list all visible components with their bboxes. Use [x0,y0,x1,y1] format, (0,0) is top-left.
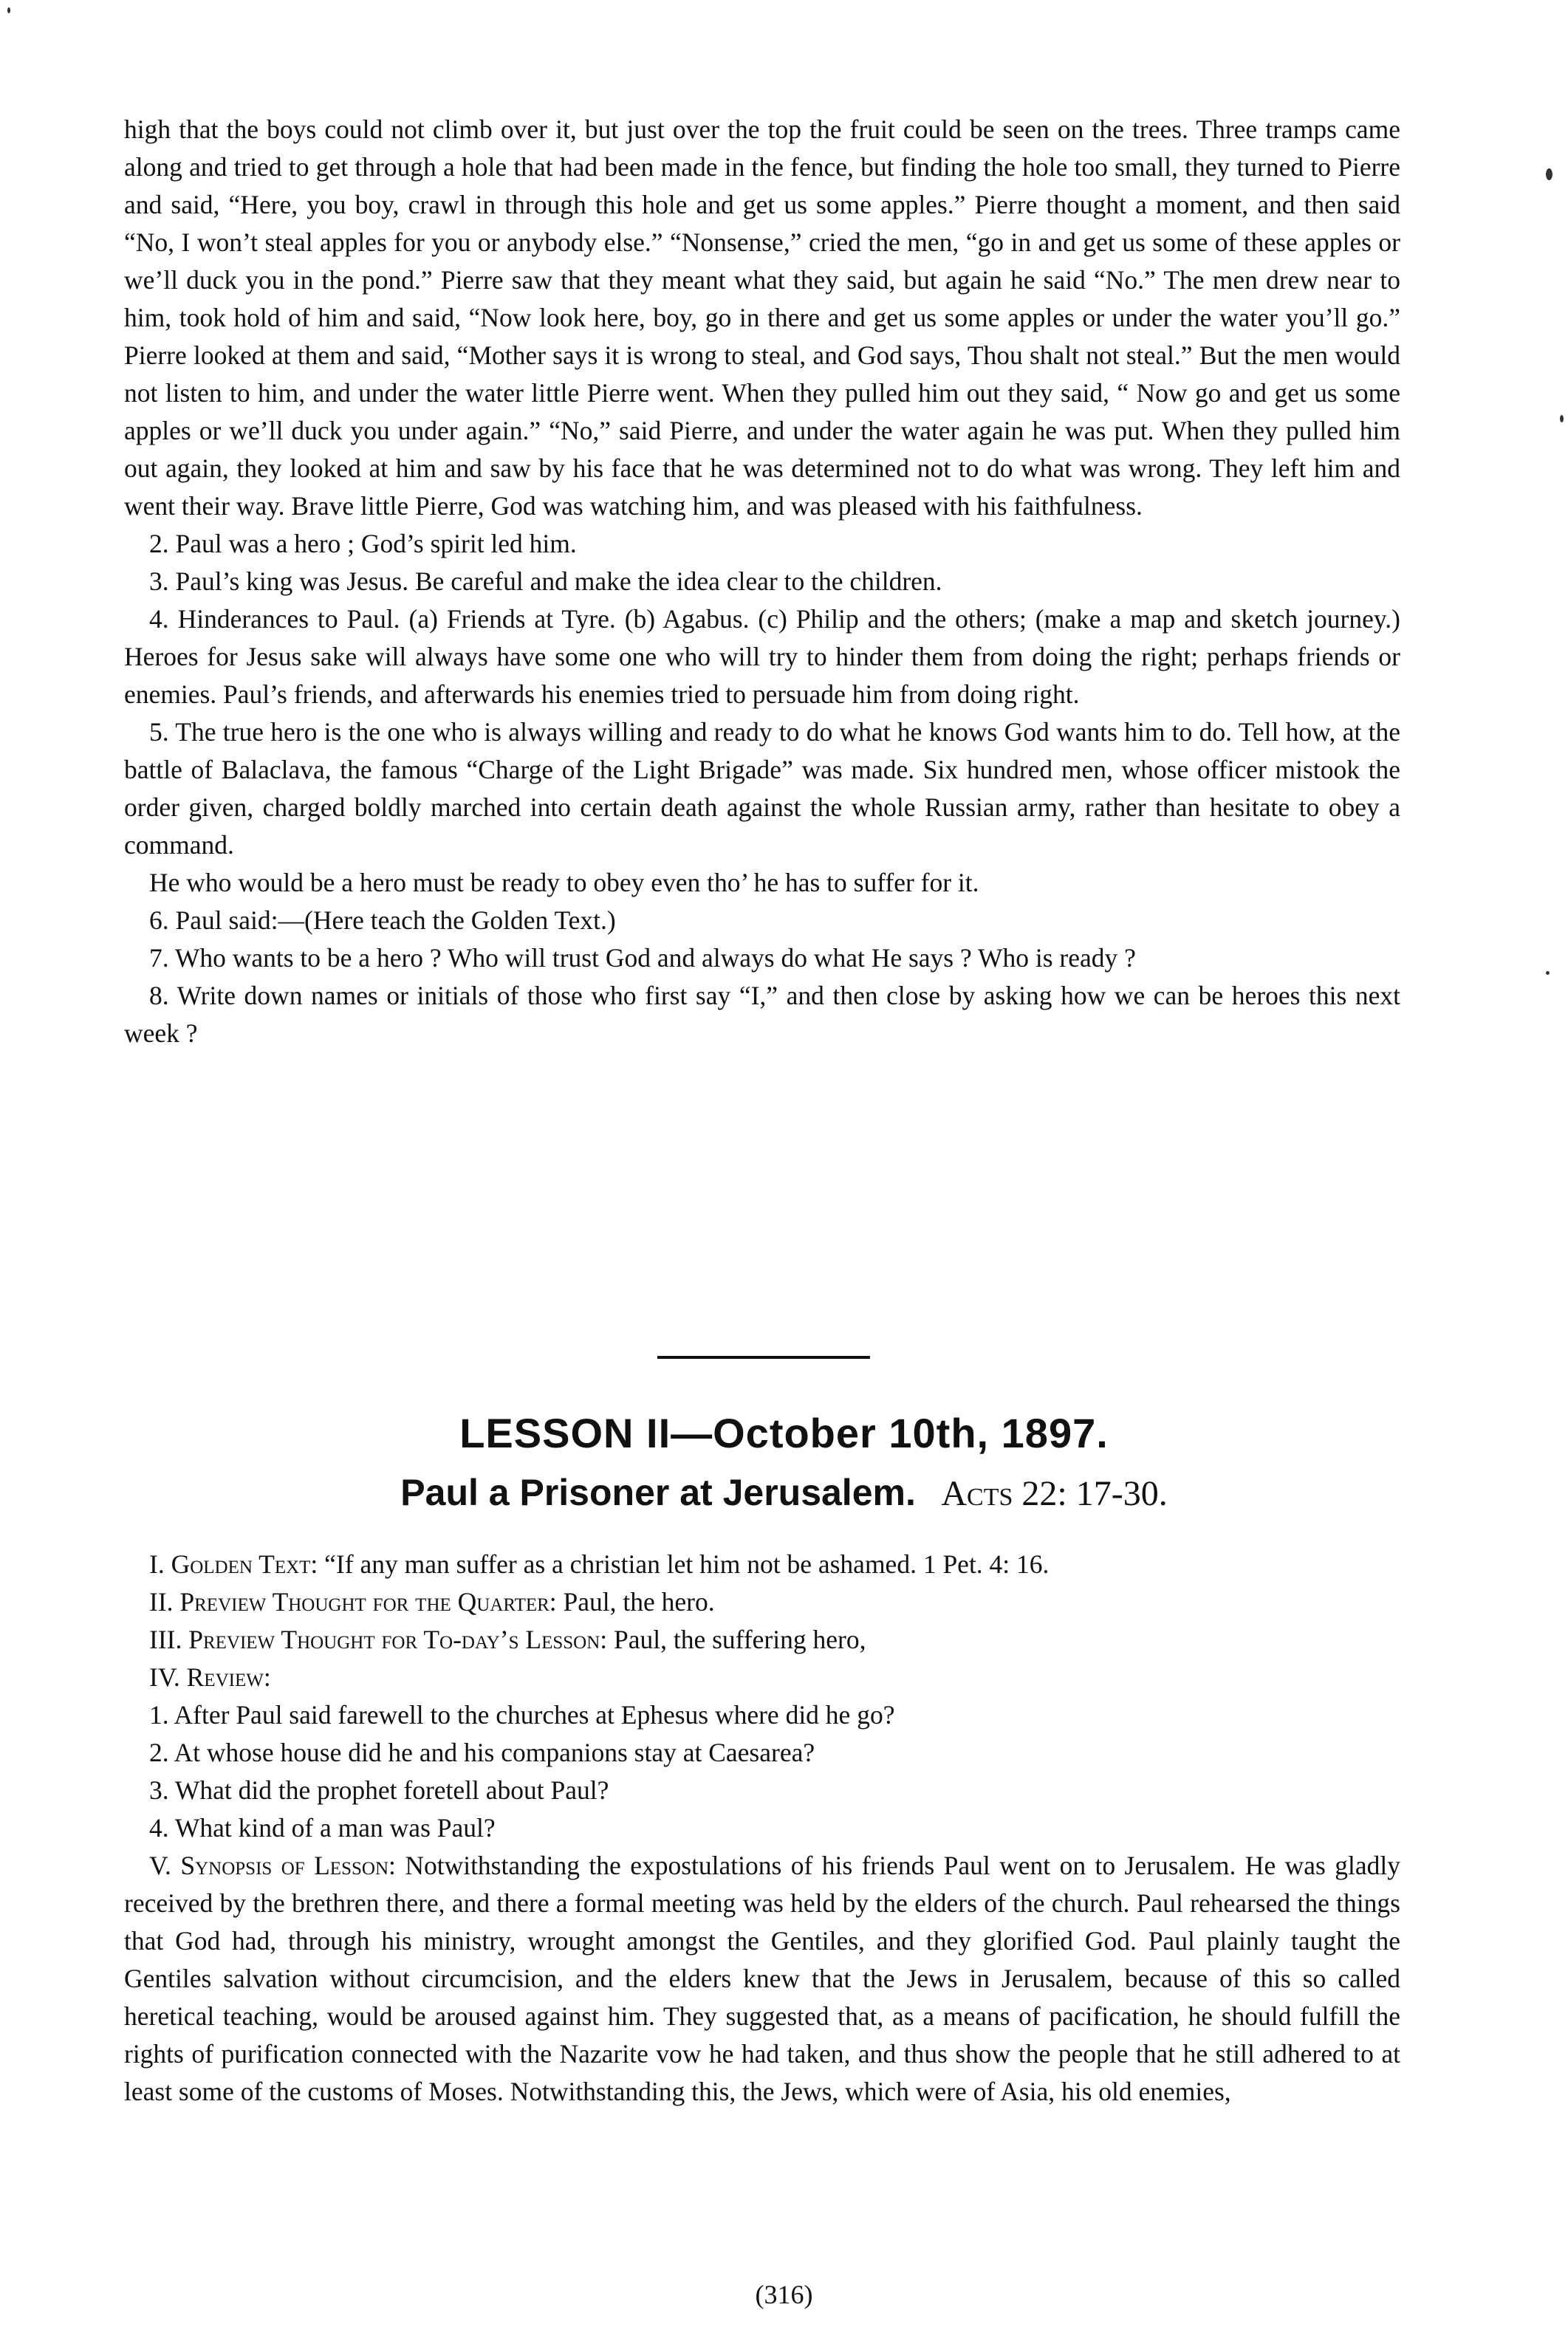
scan-speck [1546,971,1550,975]
synopsis [124,1847,1400,2111]
golden-text [124,1546,1400,1583]
synopsis-label: V. Synopsis of Lesson: [149,1851,396,1880]
pierre-story-paragraph: high that the boys could not climb over it, but just over the top the fruit could be seen on the trees. Three tramps came along and tried to get through a hole that had been made in the fence, but finding the hole too small, they turned to Pierre and said, “Here, you boy, crawl in through this hole and get us some apples.” Pierre thought a moment, and then said “No, I won’t steal apples for you or anybody else.” “Nonsense,” cried the men, “go in and get us some of these apples or we’ll duck you in the pond.” Pierre saw that they meant what they said, but again he said “No.” The men drew near to him, took hold of him and said, “Now look here, boy, go in there and get us some apples or under the water you’ll go.” Pierre looked at them and said, “Mother says it is wrong to steal, and God says, Thou shalt not steal.” But the men would not listen to him, and under the water little Pierre went. When they pulled him out they said, “ Now go and get us some apples or we’ll duck you under again.” “No,” said Pierre, and under the water again he was put. When they pulled him out again, they looked at him and saw by his face that he was determined not to do what was wrong. They left him and went their way. Brave little Pierre, God was watching him, and was pleased with his faithfulness. [124,114,1400,521]
scripture-reference: Acts 22: 17-30. [941,1474,1168,1513]
preview-thought-today [124,1621,1400,1659]
point-4: 4. Hinderances to Paul. (a) Friends at Tyre. (b) Agabus. (c) Philip and the others; (make a map and sketch journey.) Heroes for Jesus sake will always have some one who will try to hinder them from doing the right; perhaps friends or enemies. Paul’s friends, and afterwards his enemies tried to persuade him from doing right. [124,604,1400,709]
section-divider [657,1356,870,1359]
review-label: IV. Review: [149,1662,271,1692]
preview-thought-quarter [124,1583,1400,1621]
lesson-subtitle [0,1468,1568,1518]
lesson-body [124,1546,1400,2111]
point-5: 5. The true hero is the one who is always willing and ready to do what he knows God wants him to do. Tell how, at the battle of Balaclava, the famous “Charge of the Light Brigade” was made. Six hundred men, whose officer mistook the order given, charged boldly marched into certain death against the whole Russian army, rather than hesitate to obey a command. [124,717,1400,860]
review-item: 2. At whose house did he and his companions stay at Caesarea? [149,1738,815,1767]
hero-obey-line: He who would be a hero must be ready to obey even tho’ he has to suffer for it. [149,868,979,897]
scan-speck [1560,415,1564,422]
preview-quarter-text: Paul, the hero. [563,1587,715,1617]
preview-today-text: Paul, the suffering hero, [614,1625,866,1654]
review-item: 3. What did the prophet foretell about Paul? [149,1775,609,1805]
point-8: 8. Write down names or initials of those who first say “I,” and then close by asking how we can be heroes this next week ? [124,981,1400,1048]
story-continuation [124,111,1400,1052]
golden-text-body: “If any man suffer as a christian let him not be ashamed. 1 Pet. 4: 16. [324,1549,1050,1579]
review-heading [124,1659,1400,1696]
scan-speck [1546,168,1552,180]
golden-text-label: I. Golden Text: [149,1549,318,1579]
lesson-subtitle-text: Paul a Prisoner at Jerusalem. [400,1472,916,1513]
synopsis-text: Notwithstanding the expostulations of his friends Paul went on to Jerusalem. He was gladly received by the brethren there, and there a formal meeting was held by the elders of the church. Paul rehearsed the things that God had, through his ministry, wrought amongst the Gentiles, and they glorified God. Paul plainly taught the Gentiles salvation without circumcision, and the elders knew that the Jews in Jerusalem, because of this so called heretical teaching, would be aroused against him. They suggested that, as a means of pacification, he should fulfill the rights of purification connected with the Nazarite vow he had taken, and thus show the people that he still adhered to at least some of the customs of Moses. Notwithstanding this, the Jews, which were of Asia, his old enemies, [124,1851,1400,2106]
point-3: 3. Paul’s king was Jesus. Be careful and make the idea clear to the children. [149,566,942,596]
point-2: 2. Paul was a hero ; God’s spirit led him. [149,529,577,558]
review-item: 4. What kind of a man was Paul? [149,1813,496,1843]
page-number: (316) [755,2280,813,2309]
lesson-title: LESSON II—October 10th, 1897. [459,1410,1109,1456]
preview-quarter-label: II. Preview Thought for the Quarter: [149,1587,557,1617]
review-item: 1. After Paul said farewell to the churches at Ephesus where did he go? [149,1700,895,1730]
point-7: 7. Who wants to be a hero ? Who will trust God and always do what He says ? Who is ready ? [149,943,1136,973]
point-6: 6. Paul said:—(Here teach the Golden Text.) [149,905,616,935]
scan-speck [7,7,10,13]
preview-today-label: III. Preview Thought for To-day’s Lesson: [149,1625,608,1654]
